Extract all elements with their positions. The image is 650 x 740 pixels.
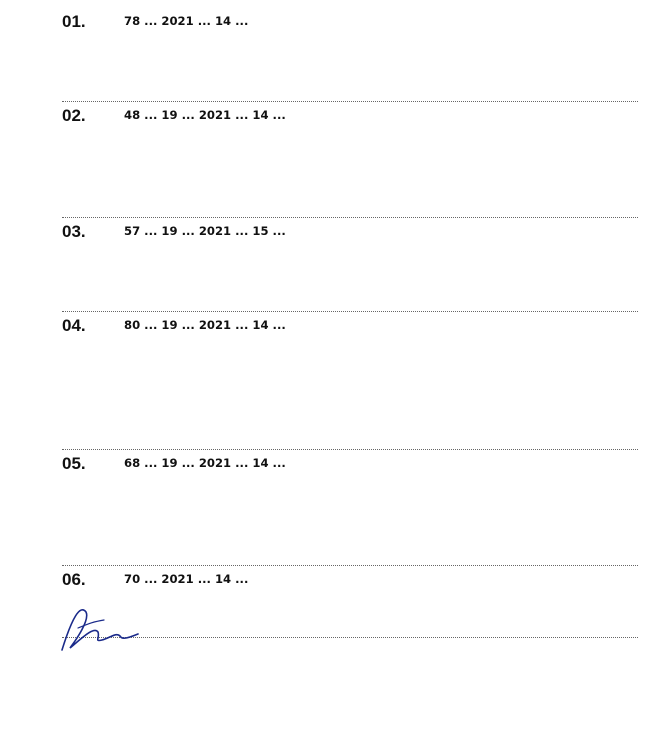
entry-03: [62, 218, 638, 312]
entry-05: [62, 450, 638, 566]
handwritten-signature: [58, 598, 148, 658]
entry-04: [62, 312, 638, 450]
entry-number: 04.: [62, 316, 86, 335]
entry-06: [62, 566, 638, 638]
entry-text: 78 ... 2021 ... 14 ...: [124, 14, 249, 28]
entry-number: 06.: [62, 570, 86, 589]
entry-number: 02.: [62, 106, 86, 125]
entry-text: 70 ... 2021 ... 14 ...: [124, 572, 249, 586]
entry-number: 01.: [62, 12, 86, 31]
entry-text: 48 ... 19 ... 2021 ... 14 ...: [124, 108, 286, 122]
entry-text: 68 ... 19 ... 2021 ... 14 ...: [124, 456, 286, 470]
entry-text: 57 ... 19 ... 2021 ... 15 ...: [124, 224, 286, 238]
entry-02: [62, 102, 638, 218]
entry-number: 05.: [62, 454, 86, 473]
entry-01: [62, 8, 638, 102]
entry-number: 03.: [62, 222, 86, 241]
entry-text: 80 ... 19 ... 2021 ... 14 ...: [124, 318, 286, 332]
death-report-list: [62, 8, 638, 638]
